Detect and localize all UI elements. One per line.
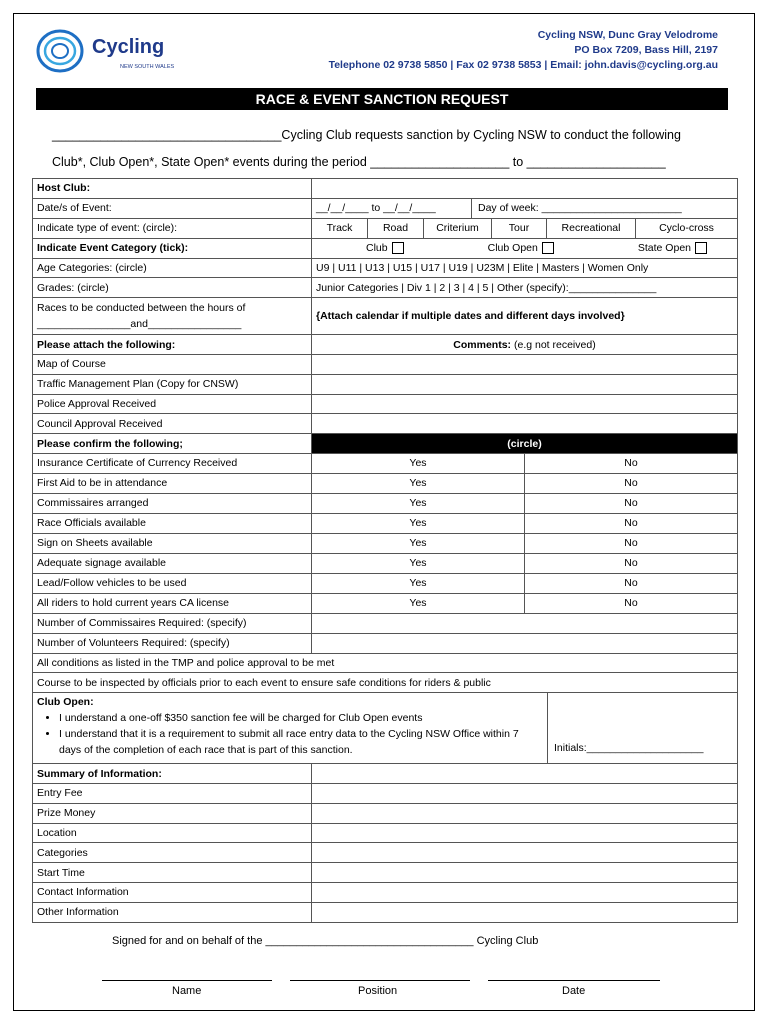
confirm-item: Commissaires arranged xyxy=(33,493,312,513)
no-option[interactable]: No xyxy=(624,576,638,589)
no-option[interactable]: No xyxy=(624,456,638,469)
yes-option[interactable]: Yes xyxy=(312,514,525,533)
attach-item: Traffic Management Plan (Copy for CNSW) xyxy=(33,374,312,394)
confirm-item: All riders to hold current years CA license xyxy=(33,593,312,613)
intro-line-1: _________________________________Cycling Club requests sanction by Cycling NSW to conduct the following xyxy=(52,128,681,142)
grades-options[interactable]: Junior Categories | Div 1 | 2 | 3 | 4 | 5 | Other (specify):_______________ xyxy=(312,278,738,298)
yes-option[interactable]: Yes xyxy=(312,594,525,613)
no-option[interactable]: No xyxy=(624,476,638,489)
summary-item: Categories xyxy=(33,843,312,863)
races-hours-label xyxy=(33,298,312,335)
confirm-item: Race Officials available xyxy=(33,513,312,533)
yes-option[interactable]: Yes xyxy=(312,554,525,573)
yes-option[interactable]: Yes xyxy=(312,474,525,493)
attach-comment[interactable] xyxy=(312,354,738,374)
logo-text: Cycling xyxy=(92,36,165,58)
summary-item: Contact Information xyxy=(33,882,312,902)
type-track[interactable]: Track xyxy=(312,219,368,238)
volunteers-field[interactable] xyxy=(312,633,738,653)
volunteers-label: Number of Volunteers Required: (specify) xyxy=(33,633,312,653)
event-type-label: Indicate type of event: (circle): xyxy=(33,218,312,238)
type-criterium[interactable]: Criterium xyxy=(424,219,492,238)
age-options[interactable]: U9 | U11 | U13 | U15 | U17 | U19 | U23M | Elite | Masters | Women Only xyxy=(312,258,738,278)
attach-item: Police Approval Received xyxy=(33,394,312,414)
no-option[interactable]: No xyxy=(624,496,638,509)
age-label: Age Categories: (circle) xyxy=(33,258,312,278)
yes-option[interactable]: Yes xyxy=(312,534,525,553)
confirm-item: Sign on Sheets available xyxy=(33,533,312,553)
category-club-open[interactable]: Club Open xyxy=(488,242,554,254)
summary-label: Summary of Information: xyxy=(33,764,312,784)
yes-option[interactable]: Yes xyxy=(312,574,525,593)
logo-subtext: NEW SOUTH WALES xyxy=(120,64,175,70)
summary-field[interactable] xyxy=(312,823,738,843)
signed-on-behalf-line[interactable]: Signed for and on behalf of the __________________________________ Cycling Club xyxy=(112,935,539,947)
yes-option[interactable]: Yes xyxy=(312,494,525,513)
confirm-item: Insurance Certificate of Currency Received xyxy=(33,453,312,473)
summary-field[interactable] xyxy=(312,803,738,823)
summary-item: Location xyxy=(33,823,312,843)
host-club-field[interactable] xyxy=(312,179,738,199)
club-open-checkbox[interactable] xyxy=(542,242,554,254)
comments-header: Comments: (e.g not received) xyxy=(312,335,738,355)
conditions-row: All conditions as listed in the TMP and police approval to be met xyxy=(33,653,738,673)
attach-comment[interactable] xyxy=(312,394,738,414)
type-road[interactable]: Road xyxy=(368,219,424,238)
day-of-week-field[interactable]: Day of week: ________________________ xyxy=(478,202,682,215)
type-recreational[interactable]: Recreational xyxy=(547,219,636,238)
sanction-table xyxy=(32,178,738,923)
attach-label: Please attach the following: xyxy=(33,335,312,355)
confirm-label: Please confirm the following; xyxy=(33,434,312,454)
yes-option[interactable]: Yes xyxy=(312,454,525,473)
summary-item: Entry Fee xyxy=(33,783,312,803)
races-hours-field[interactable]: ________________and________________ xyxy=(37,318,242,331)
confirm-item: Lead/Follow vehicles to be used xyxy=(33,573,312,593)
name-label: Name xyxy=(172,985,202,997)
summary-item: Other Information xyxy=(33,902,312,922)
dates-field[interactable]: __/__/____ to __/__/____ xyxy=(312,199,472,218)
dates-label: Date/s of Event: xyxy=(33,198,312,218)
category-label: Indicate Event Category (tick): xyxy=(33,238,312,258)
confirm-item: First Aid to be in attendance xyxy=(33,473,312,493)
summary-field[interactable] xyxy=(312,902,738,922)
club-checkbox[interactable] xyxy=(392,242,404,254)
club-open-section xyxy=(33,693,738,764)
summary-item: Start Time xyxy=(33,863,312,883)
position-signature-line[interactable] xyxy=(290,980,470,981)
summary-field[interactable] xyxy=(312,882,738,902)
org-contact: Telephone 02 9738 5850 | Fax 02 9738 5853 | Email: john.davis@cycling.org.au xyxy=(328,59,718,71)
commissaires-field[interactable] xyxy=(312,613,738,633)
position-label: Position xyxy=(358,985,398,997)
summary-field[interactable] xyxy=(312,843,738,863)
org-name: Cycling NSW, Dunc Gray Velodrome xyxy=(537,29,718,41)
club-open-label: Club Open: xyxy=(37,696,94,709)
confirm-item: Adequate signage available xyxy=(33,553,312,573)
club-open-data-note: • I understand that it is a requirement to submit all race entry data to the Cycling NSW Office within 7 days of the completion of each race that is part of this sanction. xyxy=(59,726,543,758)
date-label: Date xyxy=(562,985,586,997)
attach-comment[interactable] xyxy=(312,374,738,394)
cycling-nsw-logo xyxy=(36,26,176,76)
no-option[interactable]: No xyxy=(624,516,638,529)
circle-header: (circle) xyxy=(312,434,738,454)
type-cyclo-cross[interactable]: Cyclo-cross xyxy=(659,221,714,234)
org-address xyxy=(329,28,718,73)
state-open-checkbox[interactable] xyxy=(695,242,707,254)
attach-comment[interactable] xyxy=(312,414,738,434)
form-title: RACE & EVENT SANCTION REQUEST xyxy=(36,88,728,110)
course-inspection-row: Course to be inspected by officials prior to each event to ensure safe conditions for riders & public xyxy=(33,673,738,693)
commissaires-label: Number of Commissaires Required: (specify) xyxy=(33,613,312,633)
type-tour[interactable]: Tour xyxy=(492,219,547,238)
category-state-open[interactable]: State Open xyxy=(638,242,707,254)
no-option[interactable]: No xyxy=(624,596,638,609)
summary-field[interactable] xyxy=(312,783,738,803)
no-option[interactable]: No xyxy=(624,556,638,569)
races-hours-text: Races to be conducted between the hours of xyxy=(37,302,246,315)
grades-label: Grades: (circle) xyxy=(33,278,312,298)
date-signature-line[interactable] xyxy=(488,980,660,981)
calendar-note: {Attach calendar if multiple dates and different days involved} xyxy=(312,298,738,335)
intro-line-2: Club*, Club Open*, State Open* events during the period ____________________ to ____________________ xyxy=(52,155,666,169)
summary-item: Prize Money xyxy=(33,803,312,823)
no-option[interactable]: No xyxy=(624,536,638,549)
summary-field[interactable] xyxy=(312,863,738,883)
club-open-fee-note: • I understand a one-off $350 sanction fee will be charged for Club Open events xyxy=(59,710,543,726)
attach-item: Council Approval Received xyxy=(33,414,312,434)
org-po-box: PO Box 7209, Bass Hill, 2197 xyxy=(574,44,718,56)
host-club-label: Host Club: xyxy=(33,179,312,199)
initials-field[interactable]: Initials:____________________ xyxy=(554,742,704,755)
attach-item: Map of Course xyxy=(33,354,312,374)
category-club[interactable]: Club xyxy=(366,242,404,254)
name-signature-line[interactable] xyxy=(102,980,272,981)
